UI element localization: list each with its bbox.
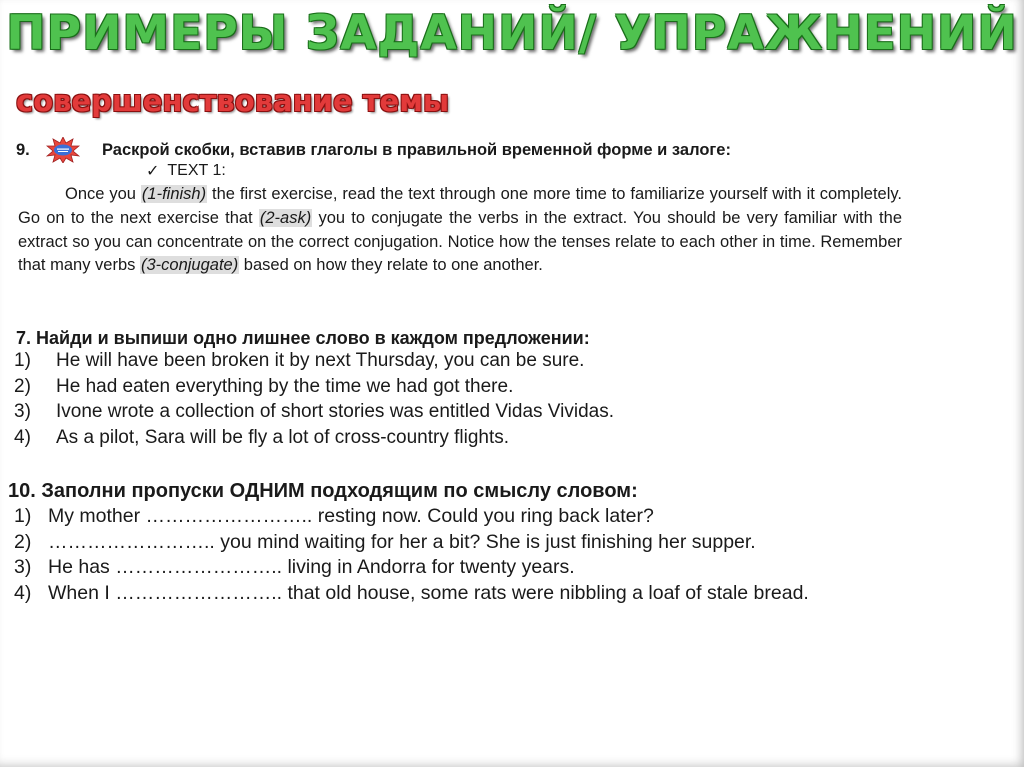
- task10-heading: 10. Заполни пропуски ОДНИМ подходящим по смыслу словом:: [8, 480, 638, 502]
- paragraph-text: based on how they relate to one another.: [239, 256, 543, 275]
- item-number: 1): [14, 505, 32, 527]
- item-number: 3): [14, 556, 32, 579]
- checkmark-icon: ✓: [146, 163, 160, 180]
- blank-highlight: (1-finish): [141, 185, 207, 203]
- blank-highlight: (3-conjugate): [140, 256, 239, 275]
- item-text: Ivone wrote a collection of short stories was entitled Vidas Vividas.: [56, 401, 614, 422]
- item-text: When I …………………….. that old house, some rats were nibbling a loaf of stale bread.: [48, 581, 809, 604]
- page-subtitle: совершенствование темы: [16, 84, 450, 118]
- task9-heading: [16, 137, 731, 163]
- list-item: [14, 556, 809, 582]
- item-number: 2): [14, 530, 32, 553]
- item-number: 4): [14, 581, 32, 604]
- item-text: My mother …………………….. resting now. Could you ring back later?: [48, 505, 654, 527]
- task9-instruction: Раскрой скобки, вставив глаголы в правильной временной форме и залоге:: [102, 140, 731, 159]
- page-title: ПРИМЕРЫ ЗАДАНИЙ/ УПРАЖНЕНИЙ: [6, 6, 1018, 61]
- task7-heading: 7. Найди и выпиши одно лишнее слово в каждом предложении:: [16, 328, 590, 348]
- list-item: [14, 505, 809, 531]
- item-text: He will have been broken it by next Thursday, you can be sure.: [56, 350, 585, 371]
- item-text: He has …………………….. living in Andorra for twenty years.: [48, 556, 575, 579]
- starburst-badge-icon: [46, 137, 80, 163]
- task9-number: 9.: [16, 140, 30, 159]
- task10-list: [14, 505, 809, 607]
- item-text: As a pilot, Sara will be fly a lot of cross-country flights.: [56, 426, 510, 448]
- item-number: 2): [14, 375, 31, 397]
- list-item: [14, 582, 809, 608]
- list-item: [14, 427, 614, 453]
- item-number: 1): [14, 350, 31, 371]
- list-item: [14, 350, 614, 376]
- item-number: 4): [14, 426, 31, 448]
- item-text: …………………….. you mind waiting for her a bit? She is just finishing her supper.: [48, 530, 756, 553]
- task7-list: [14, 350, 614, 452]
- task9-paragraph: [18, 183, 902, 278]
- list-item: [14, 401, 614, 427]
- text-label-row: [146, 161, 226, 181]
- item-text: He had eaten everything by the time we had got there.: [56, 375, 514, 397]
- paragraph-text: the first exercise, read the text through one more time to familiarize yourself with it completely. Go on to the next exercise that: [18, 185, 902, 227]
- text-label: TEXT 1:: [167, 162, 226, 179]
- paragraph-text: Once you: [65, 185, 141, 203]
- item-number: 3): [14, 401, 31, 422]
- paragraph-text: you to conjugate the verbs in the extract. You should be very familiar with the extract so you can concentrate on the correct conjugation. Notice how the tenses relate to each other in time. Remember that many verbs: [18, 208, 902, 275]
- blank-highlight: (2-ask): [259, 208, 312, 227]
- list-item: [14, 376, 614, 402]
- list-item: [14, 531, 809, 557]
